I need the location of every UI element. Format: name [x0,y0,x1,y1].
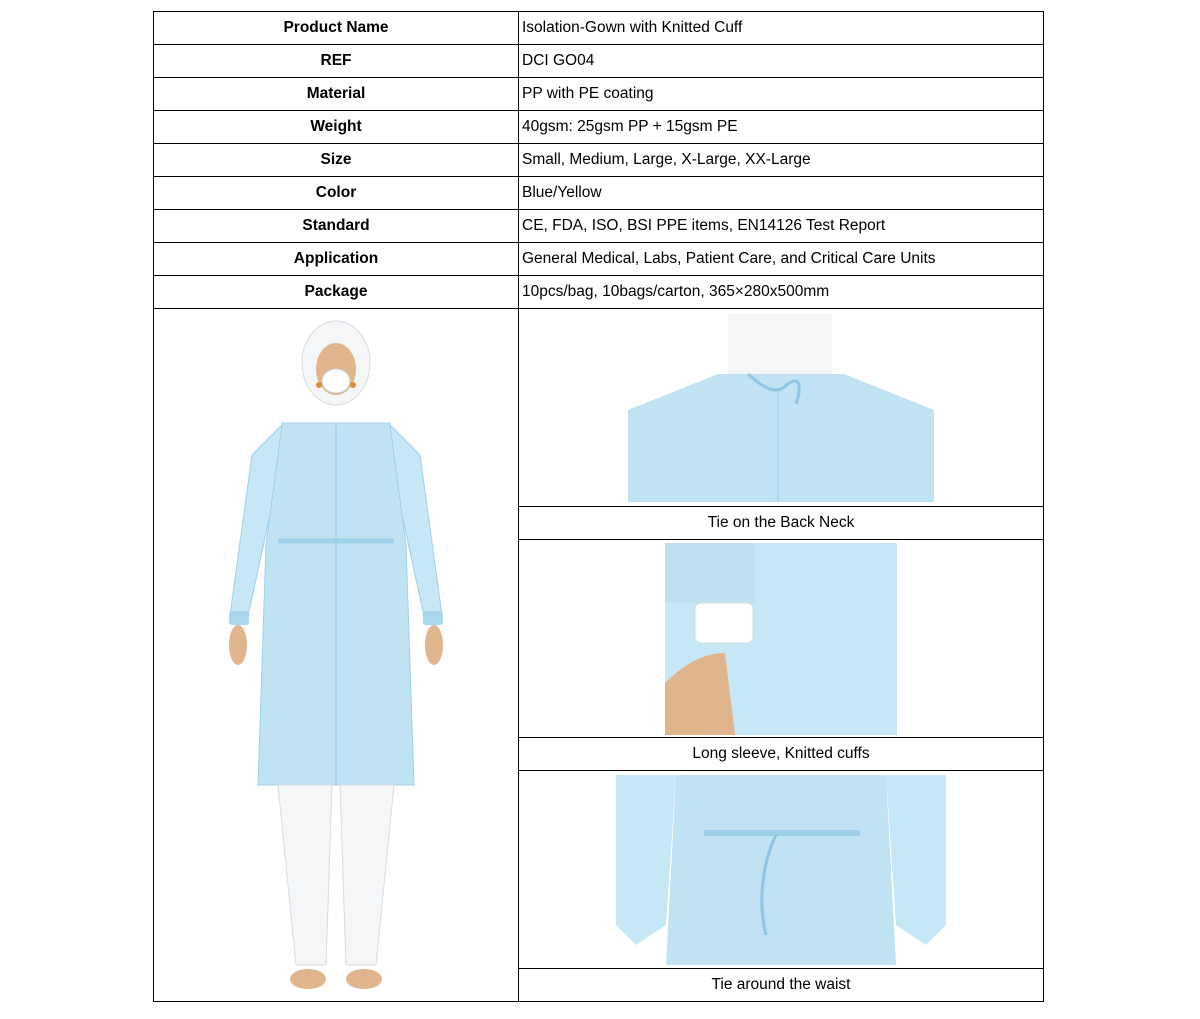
waist-photo-cell [519,771,1044,969]
knitted-cuff-photo [665,543,897,735]
full-gown-photo [216,315,456,995]
full-gown-photo-cell [154,309,519,1002]
spec-row-material [154,78,1044,111]
spec-row-standard [154,210,1044,243]
spec-value: Isolation-Gown with Knitted Cuff [519,12,1044,45]
spec-label: Product Name [154,12,519,45]
spec-label: REF [154,45,519,78]
spec-row-package [154,276,1044,309]
spec-label: Standard [154,210,519,243]
spec-value: CE, FDA, ISO, BSI PPE items, EN14126 Test Report [519,210,1044,243]
spec-label: Weight [154,111,519,144]
spec-value: 40gsm: 25gsm PP + 15gsm PE [519,111,1044,144]
caption-neck: Tie on the Back Neck [519,507,1044,540]
caption-waist: Tie around the waist [519,969,1044,1002]
spec-row-size [154,144,1044,177]
sleeve-photo-cell [519,540,1044,738]
neck-photo-cell [519,309,1044,507]
spec-label: Package [154,276,519,309]
spec-value: 10pcs/bag, 10bags/carton, 365×280x500mm [519,276,1044,309]
spec-value: DCI GO04 [519,45,1044,78]
spec-row-color [154,177,1044,210]
caption-sleeve: Long sleeve, Knitted cuffs [519,738,1044,771]
product-spec-table [153,11,1044,1002]
spec-value: General Medical, Labs, Patient Care, and Critical Care Units [519,243,1044,276]
spec-label: Material [154,78,519,111]
spec-label: Size [154,144,519,177]
spec-value: Blue/Yellow [519,177,1044,210]
back-neck-tie-photo [628,314,934,502]
spec-label: Application [154,243,519,276]
spec-label: Color [154,177,519,210]
spec-value: PP with PE coating [519,78,1044,111]
waist-tie-photo [616,775,946,965]
spec-row-product-name [154,12,1044,45]
spec-value: Small, Medium, Large, X-Large, XX-Large [519,144,1044,177]
spec-row-application [154,243,1044,276]
spec-row-ref [154,45,1044,78]
spec-row-weight [154,111,1044,144]
photo-row-neck [154,309,1044,507]
